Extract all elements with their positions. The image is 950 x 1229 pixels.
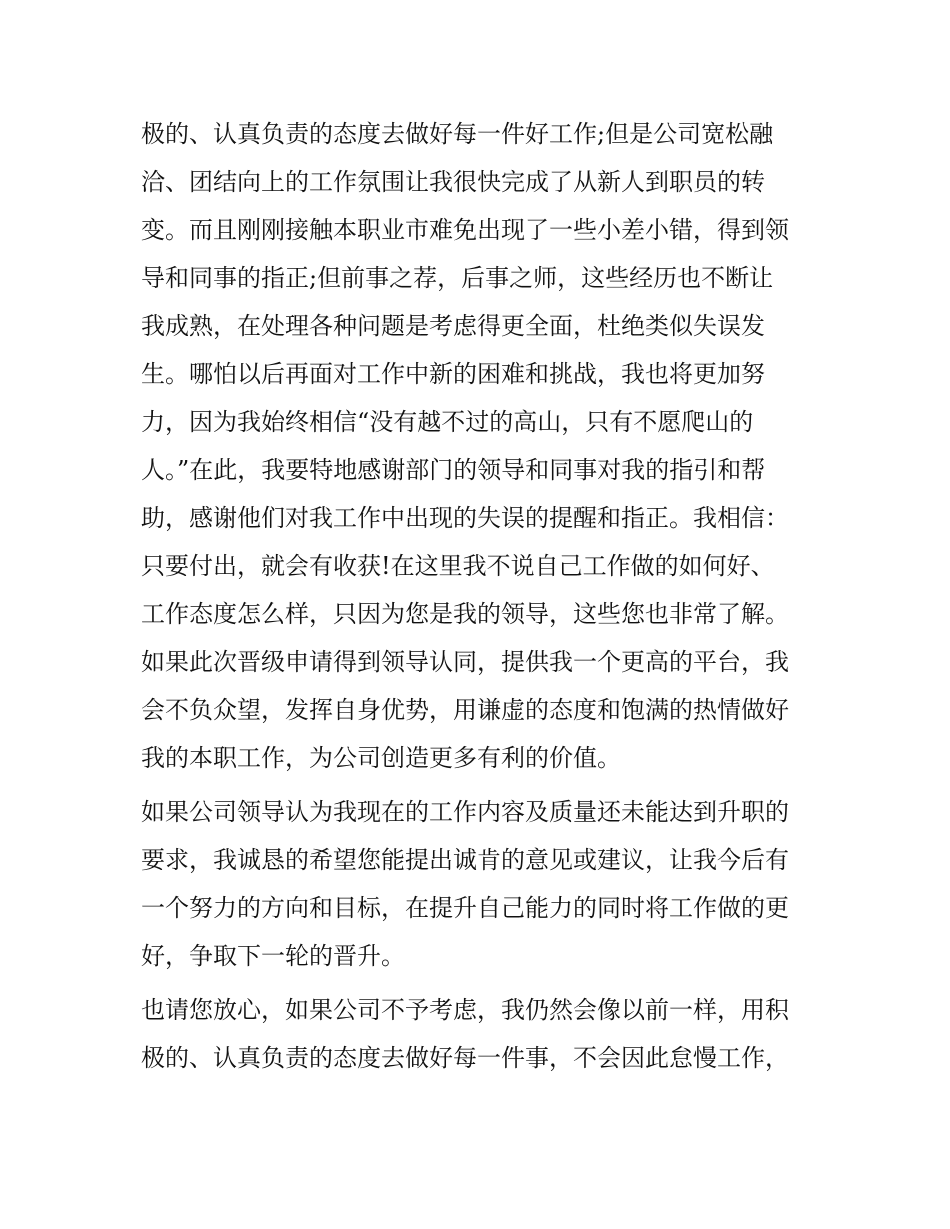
text-line: 也请您放心，如果公司不予考虑，我仍然会像以前一样，用积: [141, 996, 789, 1024]
paragraph-1: [141, 110, 821, 782]
text-line: 工作态度怎么样，只因为您是我的领导，这些您也非常了解。: [141, 600, 789, 628]
paragraph-2: [141, 788, 821, 980]
text-line: 极的、认真负责的态度去做好每一件好工作;但是公司宽松融: [141, 120, 774, 148]
text-line: 洽、团结向上的工作氛围让我很快完成了从新人到职员的转: [141, 168, 765, 196]
text-line: 导和同事的指正;但前事之荐，后事之师，这些经历也不断让: [141, 264, 774, 292]
text-line: 如果此次晋级申请得到领导认同，提供我一个更高的平台，我: [141, 648, 789, 676]
text-line: 会不负众望，发挥自身优势，用谦虚的态度和饱满的热情做好: [141, 696, 789, 724]
text-line: 变。而且刚刚接触本职业市难免出现了一些小差小错，得到领: [141, 216, 789, 244]
text-line: 如果公司领导认为我现在的工作内容及质量还未能达到升职的: [141, 798, 789, 826]
text-line: 一个努力的方向和目标，在提升自己能力的同时将工作做的更: [141, 894, 789, 922]
document-body: [141, 110, 821, 1082]
paragraph-3: [141, 986, 821, 1082]
text-line: 助，感谢他们对我工作中出现的失误的提醒和指正。我相信：: [141, 504, 789, 532]
text-line: 生。哪怕以后再面对工作中新的困难和挑战，我也将更加努: [141, 360, 765, 388]
text-line: 我成熟，在处理各种问题是考虑得更全面，杜绝类似失误发: [141, 312, 765, 340]
text-line: 极的、认真负责的态度去做好每一件事，不会因此怠慢工作，: [141, 1044, 789, 1072]
text-line: 要求，我诚恳的希望您能提出诚肯的意见或建议，让我今后有: [141, 846, 789, 874]
text-line: 我的本职工作，为公司创造更多有利的价值。: [141, 744, 621, 772]
text-line: 人。”在此，我要特地感谢部门的领导和同事对我的指引和帮: [141, 456, 766, 484]
text-line: 好，争取下一轮的晋升。: [141, 942, 405, 970]
text-line: 只要付出，就会有收获!在这里我不说自己工作做的如何好、: [141, 552, 775, 580]
text-line: 力，因为我始终相信“没有越不过的高山，只有不愿爬山的: [141, 408, 754, 436]
